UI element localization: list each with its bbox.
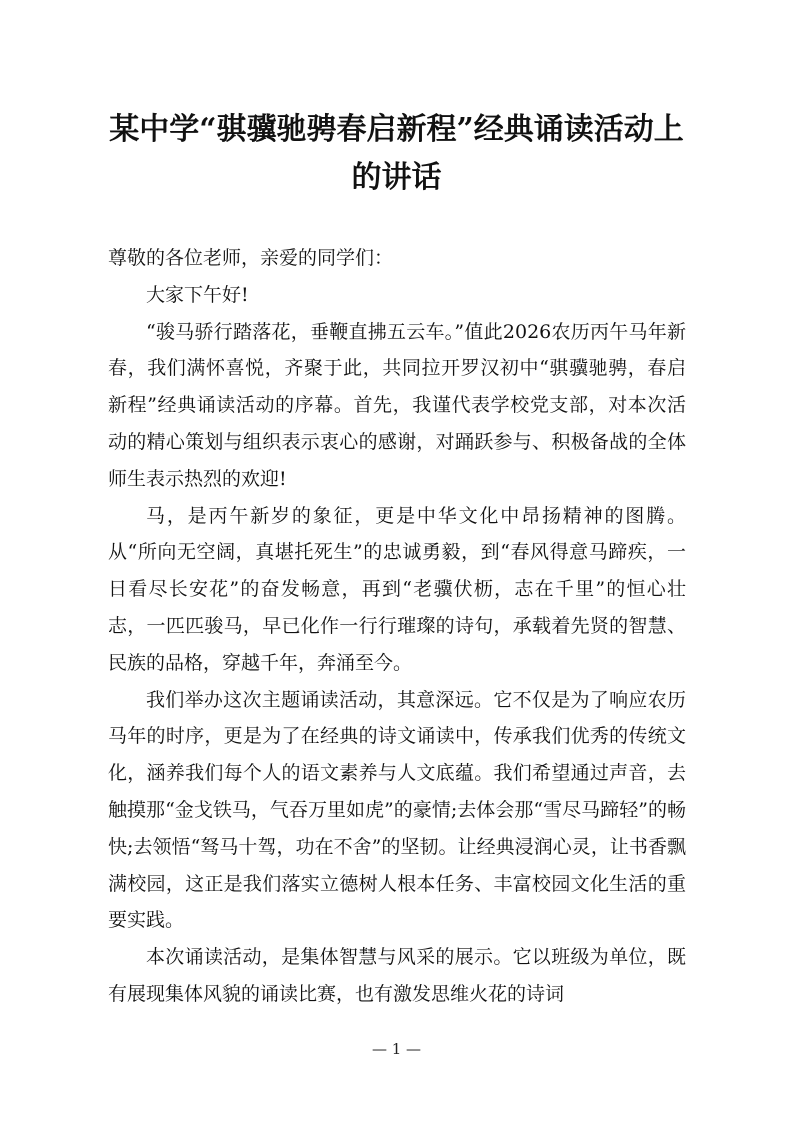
paragraph-opening: “骏马骄行踏落花，垂鞭直拂五云车。”值此2026农历丙午马年新春，我们满怀喜悦，齐聚于此，共同拉开罗汉初中“骐骥驰骋，春启新程”经典诵读活动的序幕。首先，我谨代表学校党支部，对本次活动的精心策划与组织表示衷心的感谢，对踊跃参与、积极备战的全体师生表示热烈的欢迎! — [108, 320, 686, 490]
paragraph-horse-symbol: 马，是丙午新岁的象征，更是中华文化中昂扬精神的图腾。从“所向无空阔，真堪托死生”的忠诚勇毅，到“春风得意马蹄疾，一日看尽长安花”的奋发畅意，再到“老骥伏枥，志在千里”的恒心壮志，一匹匹骏马，早已化作一行行璀璨的诗句，承载着先贤的智慧、民族的品格，穿越千年，奔涌至今。 — [108, 504, 686, 674]
page-number: — 1 — — [371, 1040, 422, 1058]
paragraph-activity: 本次诵读活动，是集体智慧与风采的展示。它以班级为单位，既有展现集体风貌的诵读比赛，也有激发思维火花的诗词 — [108, 946, 686, 1005]
salutation: 尊敬的各位老师，亲爱的同学们： — [108, 247, 394, 269]
paragraph-greeting: 大家下午好! — [146, 283, 249, 306]
paragraph-purpose: 我们举办这次主题诵读活动，其意深远。它不仅是为了响应农历马年的时序，更是为了在经典的诗文诵读中，传承我们优秀的传统文化，涵养我们每个人的语文素养与人文底蕴。我们希望通过声音，去触摸那“金戈铁马，气吞万里如虎”的豪情;去体会那“雪尽马蹄轻”的畅快;去领悟“驽马十驾，功在不舍”的坚韧。让经典浸润心灵，让书香飘满校园，这正是我们落实立德树人根本任务、丰富校园文化生活的重要实践。 — [108, 688, 686, 932]
document-body — [108, 240, 686, 1013]
document-title: 某中学“骐骥驰骋春启新程”经典诵读活动上的讲话 — [109, 112, 684, 195]
